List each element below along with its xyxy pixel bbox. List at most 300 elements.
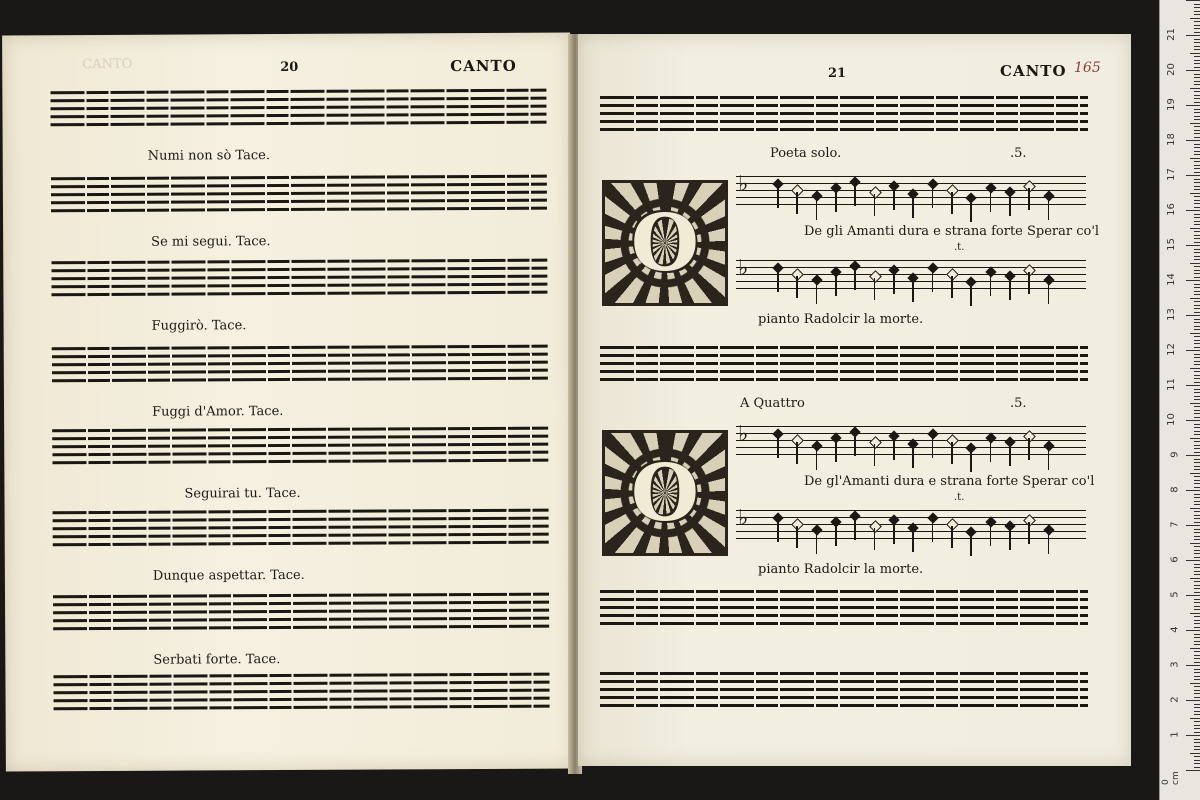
ruler-tick bbox=[1194, 98, 1200, 99]
flat-sign-icon: ♭ bbox=[738, 422, 749, 447]
note-stem bbox=[835, 274, 837, 296]
ruler-tick bbox=[1194, 291, 1200, 292]
staff-line bbox=[600, 614, 1088, 617]
ruler-tick bbox=[1194, 116, 1200, 117]
ruler-tick bbox=[1194, 522, 1200, 523]
ruler-tick bbox=[1194, 557, 1200, 558]
ruler-tick bbox=[1194, 679, 1200, 680]
note-stem bbox=[854, 268, 856, 290]
ruler-tick bbox=[1194, 39, 1200, 40]
note-stem bbox=[932, 436, 934, 458]
ruler-tick bbox=[1194, 553, 1200, 554]
note-stem bbox=[1028, 522, 1030, 544]
ruler-tick bbox=[1194, 137, 1200, 138]
ruler-tick bbox=[1194, 112, 1200, 113]
ruler-label: 2 bbox=[1169, 696, 1181, 703]
decorated-initial bbox=[602, 430, 728, 556]
staff-line bbox=[53, 601, 549, 607]
ruler-tick bbox=[1186, 175, 1200, 176]
ruler-tick bbox=[1186, 630, 1200, 631]
ruler-tick bbox=[1190, 18, 1200, 19]
ruler-tick bbox=[1186, 455, 1200, 456]
section-mark: .5. bbox=[1010, 396, 1027, 411]
staff-line bbox=[51, 175, 547, 181]
staff-line bbox=[51, 121, 547, 127]
page-number: 21 bbox=[828, 66, 847, 81]
ruler-tick bbox=[1194, 154, 1200, 155]
ruler-tick bbox=[1186, 280, 1200, 281]
ruler-tick bbox=[1194, 672, 1200, 673]
ruler-tick bbox=[1194, 301, 1200, 302]
ruler-tick bbox=[1186, 595, 1200, 596]
music-staff bbox=[736, 506, 1086, 545]
ruler-tick bbox=[1186, 525, 1200, 526]
note-stem bbox=[777, 186, 779, 208]
staff-line bbox=[54, 689, 550, 695]
note-stem bbox=[874, 194, 876, 216]
ruler-tick bbox=[1194, 623, 1200, 624]
ruler-tick bbox=[1194, 168, 1200, 169]
ruler-tick bbox=[1194, 417, 1200, 418]
ruler-tick bbox=[1194, 637, 1200, 638]
ruler-tick bbox=[1194, 627, 1200, 628]
staff-line bbox=[52, 435, 548, 441]
staff-line bbox=[600, 590, 1088, 593]
folio-note: 165 bbox=[1074, 60, 1101, 76]
staff-line bbox=[51, 275, 547, 281]
ruler-tick bbox=[1194, 130, 1200, 131]
blank-staff bbox=[51, 175, 547, 218]
ruler-tick bbox=[1186, 665, 1200, 666]
note-stem bbox=[912, 530, 914, 552]
staff-line bbox=[51, 191, 547, 197]
ruler-tick bbox=[1194, 651, 1200, 652]
note-stem bbox=[874, 278, 876, 300]
ruler-tick bbox=[1194, 406, 1200, 407]
staff-line bbox=[600, 128, 1088, 131]
ruler-label: 6 bbox=[1169, 556, 1181, 563]
ruler-tick bbox=[1194, 431, 1200, 432]
staff-line bbox=[51, 283, 547, 289]
ruler-tick bbox=[1194, 529, 1200, 530]
ruler-tick bbox=[1194, 721, 1200, 722]
note-stem bbox=[893, 272, 895, 294]
ruler-tick bbox=[1194, 95, 1200, 96]
ruler-label: 16 bbox=[1166, 203, 1178, 216]
staff-line bbox=[600, 378, 1088, 381]
ruler-tick bbox=[1194, 273, 1200, 274]
ruler-label: 10 bbox=[1166, 413, 1178, 426]
ruler-tick bbox=[1194, 322, 1200, 323]
note-stem bbox=[970, 450, 972, 472]
ruler-tick bbox=[1190, 613, 1200, 614]
note-head bbox=[946, 434, 959, 447]
staff-line bbox=[50, 105, 546, 111]
ruler-tick bbox=[1194, 483, 1200, 484]
ruler-label: 8 bbox=[1169, 486, 1181, 493]
note-stem bbox=[1009, 278, 1011, 300]
staff-line bbox=[52, 369, 548, 375]
ruler-tick bbox=[1194, 312, 1200, 313]
staff-line bbox=[600, 104, 1088, 107]
ruler-tick bbox=[1194, 616, 1200, 617]
ruler-tick bbox=[1190, 403, 1200, 404]
ruler-tick bbox=[1194, 389, 1200, 390]
ruler-label: 18 bbox=[1166, 133, 1178, 146]
note-stem bbox=[835, 440, 837, 462]
staff-line bbox=[51, 199, 547, 205]
note-stem bbox=[912, 446, 914, 468]
ruler-label: 9 bbox=[1169, 451, 1181, 458]
staff-line bbox=[51, 267, 547, 273]
initial-letter: O bbox=[631, 197, 699, 289]
ruler-tick bbox=[1194, 742, 1200, 743]
ruler-tick bbox=[1194, 343, 1200, 344]
ruler-tick bbox=[1194, 200, 1200, 201]
ruler-tick bbox=[1194, 102, 1200, 103]
staff-line bbox=[52, 427, 548, 433]
note-stem bbox=[816, 198, 818, 220]
ruler-tick bbox=[1194, 732, 1200, 733]
part-entry: Fuggirò. Tace. bbox=[151, 318, 247, 334]
ruler-tick bbox=[1194, 567, 1200, 568]
ruler-tick bbox=[1194, 126, 1200, 127]
note-stem bbox=[816, 282, 818, 304]
note-stem bbox=[932, 270, 934, 292]
staff-line bbox=[53, 517, 549, 523]
ruler-unit: 0 cm bbox=[1161, 771, 1181, 785]
ruler-label: 19 bbox=[1166, 98, 1178, 111]
ruler-tick bbox=[1190, 753, 1200, 754]
ruler-tick bbox=[1194, 487, 1200, 488]
ruler-tick bbox=[1194, 767, 1200, 768]
ruler-label: 11 bbox=[1166, 378, 1178, 391]
ruler-tick bbox=[1186, 210, 1200, 211]
initial-letter: O bbox=[631, 447, 699, 539]
ruler-label: 20 bbox=[1166, 63, 1178, 76]
ruler-tick bbox=[1194, 602, 1200, 603]
staff-line bbox=[736, 426, 1086, 427]
note-stem bbox=[874, 444, 876, 466]
blank-staff bbox=[600, 96, 1088, 136]
ruler-tick bbox=[1194, 564, 1200, 565]
ruler-tick bbox=[1194, 434, 1200, 435]
ruler-tick bbox=[1194, 655, 1200, 656]
ruler-tick bbox=[1194, 266, 1200, 267]
ruler-tick bbox=[1194, 252, 1200, 253]
ruler-tick bbox=[1194, 585, 1200, 586]
ruler-tick bbox=[1190, 88, 1200, 89]
ruler-tick bbox=[1194, 231, 1200, 232]
ruler-tick bbox=[1194, 539, 1200, 540]
staff-line bbox=[53, 525, 549, 531]
ruler-label: 13 bbox=[1166, 308, 1178, 321]
staff-line bbox=[52, 361, 548, 367]
ruler-tick bbox=[1194, 714, 1200, 715]
note-stem bbox=[777, 520, 779, 542]
staff-line bbox=[600, 120, 1088, 123]
staff-line bbox=[600, 346, 1088, 349]
ruler-tick bbox=[1194, 448, 1200, 449]
ruler-tick bbox=[1194, 270, 1200, 271]
ruler-tick bbox=[1194, 634, 1200, 635]
section-heading: Poeta solo. bbox=[770, 146, 842, 161]
ruler-label: 7 bbox=[1169, 521, 1181, 528]
ruler-tick bbox=[1186, 140, 1200, 141]
ruler-tick bbox=[1194, 319, 1200, 320]
ruler-tick bbox=[1190, 123, 1200, 124]
section-heading: A Quattro bbox=[740, 396, 805, 411]
note-stem bbox=[854, 434, 856, 456]
ruler-tick bbox=[1194, 382, 1200, 383]
ruler-tick bbox=[1194, 235, 1200, 236]
ruler-tick bbox=[1194, 109, 1200, 110]
note-stem bbox=[1009, 444, 1011, 466]
ruler-tick bbox=[1194, 749, 1200, 750]
ruler-tick bbox=[1194, 599, 1200, 600]
ruler-tick bbox=[1190, 438, 1200, 439]
ruler-tick bbox=[1194, 84, 1200, 85]
ruler-tick bbox=[1190, 578, 1200, 579]
ruler-tick bbox=[1194, 728, 1200, 729]
small-mark: .t. bbox=[954, 492, 965, 503]
ruler-tick bbox=[1186, 420, 1200, 421]
ruler-tick bbox=[1194, 326, 1200, 327]
staff-line bbox=[51, 207, 547, 213]
part-entry: Numi non sò Tace. bbox=[147, 148, 270, 164]
ruler-tick bbox=[1194, 658, 1200, 659]
note-stem bbox=[854, 518, 856, 540]
ruler-tick bbox=[1194, 357, 1200, 358]
note-stem bbox=[951, 276, 953, 298]
ruler-tick bbox=[1194, 189, 1200, 190]
note-stem bbox=[990, 440, 992, 462]
ruler-tick bbox=[1194, 63, 1200, 64]
staff-line bbox=[52, 353, 548, 359]
ruler-tick bbox=[1194, 42, 1200, 43]
ruler-tick bbox=[1194, 546, 1200, 547]
blank-staff bbox=[53, 509, 549, 552]
small-mark: .t. bbox=[954, 242, 965, 253]
lyric-line: De gl'Amanti dura e strana forte Sperar co'l bbox=[804, 474, 1095, 489]
note-head bbox=[946, 268, 959, 281]
part-entry: Serbati forte. Tace. bbox=[153, 652, 281, 668]
ruler-tick bbox=[1194, 49, 1200, 50]
ruler-tick bbox=[1194, 641, 1200, 642]
ruler-tick bbox=[1194, 294, 1200, 295]
ruler-tick bbox=[1190, 718, 1200, 719]
left-page bbox=[2, 33, 574, 772]
ruler-tick bbox=[1194, 305, 1200, 306]
staff-line bbox=[52, 345, 548, 351]
note-stem bbox=[777, 436, 779, 458]
note-stem bbox=[990, 274, 992, 296]
part-entry: Fuggi d'Amor. Tace. bbox=[152, 404, 284, 420]
music-staff bbox=[736, 422, 1086, 461]
ruler-tick bbox=[1190, 333, 1200, 334]
blank-staff bbox=[52, 345, 548, 388]
ruler-label: 15 bbox=[1166, 238, 1178, 251]
staff-line bbox=[600, 354, 1088, 357]
ruler-tick bbox=[1194, 515, 1200, 516]
ruler-tick bbox=[1194, 287, 1200, 288]
ruler-tick bbox=[1194, 746, 1200, 747]
note-stem bbox=[1048, 448, 1050, 470]
staff-line bbox=[736, 176, 1086, 177]
ruler-tick bbox=[1194, 277, 1200, 278]
ruler-tick bbox=[1194, 11, 1200, 12]
flat-sign-icon: ♭ bbox=[738, 506, 749, 531]
ruler-label: 14 bbox=[1166, 273, 1178, 286]
ruler-tick bbox=[1194, 217, 1200, 218]
decorated-initial bbox=[602, 180, 728, 306]
ruler-tick bbox=[1194, 760, 1200, 761]
ruler-tick bbox=[1186, 490, 1200, 491]
ruler-tick bbox=[1190, 368, 1200, 369]
ruler-tick bbox=[1194, 669, 1200, 670]
note-stem bbox=[835, 190, 837, 212]
blank-staff bbox=[52, 427, 548, 470]
staff-line bbox=[53, 625, 549, 631]
ruler-tick bbox=[1194, 77, 1200, 78]
staff-line bbox=[600, 362, 1088, 365]
note-stem bbox=[1009, 528, 1011, 550]
ruler-tick bbox=[1186, 560, 1200, 561]
ruler-tick bbox=[1194, 686, 1200, 687]
ruler-tick bbox=[1194, 336, 1200, 337]
ruler-tick bbox=[1186, 70, 1200, 71]
staff-line bbox=[53, 509, 549, 515]
ruler-tick bbox=[1194, 427, 1200, 428]
ruler-tick bbox=[1194, 259, 1200, 260]
ruler-tick bbox=[1194, 378, 1200, 379]
staff-line bbox=[53, 681, 549, 687]
staff-line bbox=[736, 454, 1086, 455]
ruler-tick bbox=[1194, 693, 1200, 694]
note-head bbox=[791, 268, 804, 281]
note-stem bbox=[1028, 438, 1030, 460]
staff-line bbox=[53, 673, 549, 679]
staff-line bbox=[54, 697, 550, 703]
ruler-tick bbox=[1194, 662, 1200, 663]
ruler-tick bbox=[1194, 91, 1200, 92]
blank-staff bbox=[600, 672, 1088, 712]
staff-line bbox=[54, 705, 550, 711]
blank-staff bbox=[600, 346, 1088, 386]
note-stem bbox=[970, 284, 972, 306]
ruler-tick bbox=[1194, 441, 1200, 442]
ruler-tick bbox=[1194, 501, 1200, 502]
staff-line bbox=[600, 622, 1088, 625]
ruler-tick bbox=[1194, 606, 1200, 607]
ruler-tick bbox=[1194, 725, 1200, 726]
ruler-tick bbox=[1194, 179, 1200, 180]
flat-sign-icon: ♭ bbox=[738, 256, 749, 281]
ruler-tick bbox=[1194, 739, 1200, 740]
note-stem bbox=[932, 520, 934, 542]
ruler-tick bbox=[1194, 329, 1200, 330]
ruler-tick bbox=[1194, 144, 1200, 145]
staff-line bbox=[53, 609, 549, 615]
note-stem bbox=[893, 522, 895, 544]
ruler-tick bbox=[1186, 0, 1200, 1]
ruler-tick bbox=[1194, 480, 1200, 481]
right-page bbox=[578, 34, 1131, 766]
ruler-tick bbox=[1194, 707, 1200, 708]
ruler-tick bbox=[1194, 466, 1200, 467]
ruler-tick bbox=[1194, 711, 1200, 712]
lyric-line: pianto Radolcir la morte. bbox=[758, 312, 924, 327]
ruler-tick bbox=[1194, 25, 1200, 26]
staff-line bbox=[736, 204, 1086, 205]
ruler-tick bbox=[1186, 245, 1200, 246]
note-stem bbox=[912, 196, 914, 218]
ruler-tick bbox=[1186, 35, 1200, 36]
ruler-tick bbox=[1190, 53, 1200, 54]
ruler-tick bbox=[1194, 364, 1200, 365]
ruler-tick bbox=[1194, 119, 1200, 120]
ruler-tick bbox=[1194, 410, 1200, 411]
note-stem bbox=[796, 276, 798, 298]
staff-line bbox=[50, 113, 546, 119]
ruler-label: 3 bbox=[1169, 661, 1181, 668]
note-stem bbox=[990, 524, 992, 546]
ruler-tick bbox=[1194, 21, 1200, 22]
ruler-tick bbox=[1194, 56, 1200, 57]
blank-staff bbox=[51, 259, 547, 302]
ruler-tick bbox=[1194, 392, 1200, 393]
ruler-tick bbox=[1186, 350, 1200, 351]
ruler-tick bbox=[1194, 308, 1200, 309]
note-head bbox=[946, 518, 959, 531]
ruler-tick bbox=[1194, 588, 1200, 589]
ruler-tick bbox=[1194, 459, 1200, 460]
ruler-tick bbox=[1186, 315, 1200, 316]
ruler-tick bbox=[1194, 7, 1200, 8]
note-stem bbox=[816, 532, 818, 554]
ruler-tick bbox=[1194, 452, 1200, 453]
ruler-tick bbox=[1194, 581, 1200, 582]
ruler-tick bbox=[1194, 4, 1200, 5]
ruler-tick bbox=[1194, 14, 1200, 15]
lyric-line: pianto Radolcir la morte. bbox=[758, 562, 924, 577]
ruler-tick bbox=[1194, 469, 1200, 470]
ruler-tick bbox=[1194, 81, 1200, 82]
part-entry: Se mi segui. Tace. bbox=[151, 234, 271, 250]
ruler-tick bbox=[1194, 704, 1200, 705]
ruler-tick bbox=[1194, 196, 1200, 197]
staff-line bbox=[600, 606, 1088, 609]
staff-line bbox=[53, 541, 549, 547]
note-stem bbox=[990, 190, 992, 212]
staff-line bbox=[52, 377, 548, 383]
ruler-tick bbox=[1194, 256, 1200, 257]
staff-line bbox=[600, 672, 1088, 675]
note-stem bbox=[951, 526, 953, 548]
staff-line bbox=[52, 443, 548, 449]
staff-line bbox=[600, 696, 1088, 699]
ruler-tick bbox=[1194, 340, 1200, 341]
blank-staff bbox=[53, 593, 549, 636]
ruler-tick bbox=[1194, 396, 1200, 397]
ruler-tick bbox=[1194, 28, 1200, 29]
ruler-tick bbox=[1190, 193, 1200, 194]
ruler-tick bbox=[1194, 697, 1200, 698]
ruler-tick bbox=[1194, 571, 1200, 572]
ruler-tick bbox=[1194, 284, 1200, 285]
ruler-tick bbox=[1190, 543, 1200, 544]
ruler-tick bbox=[1190, 473, 1200, 474]
